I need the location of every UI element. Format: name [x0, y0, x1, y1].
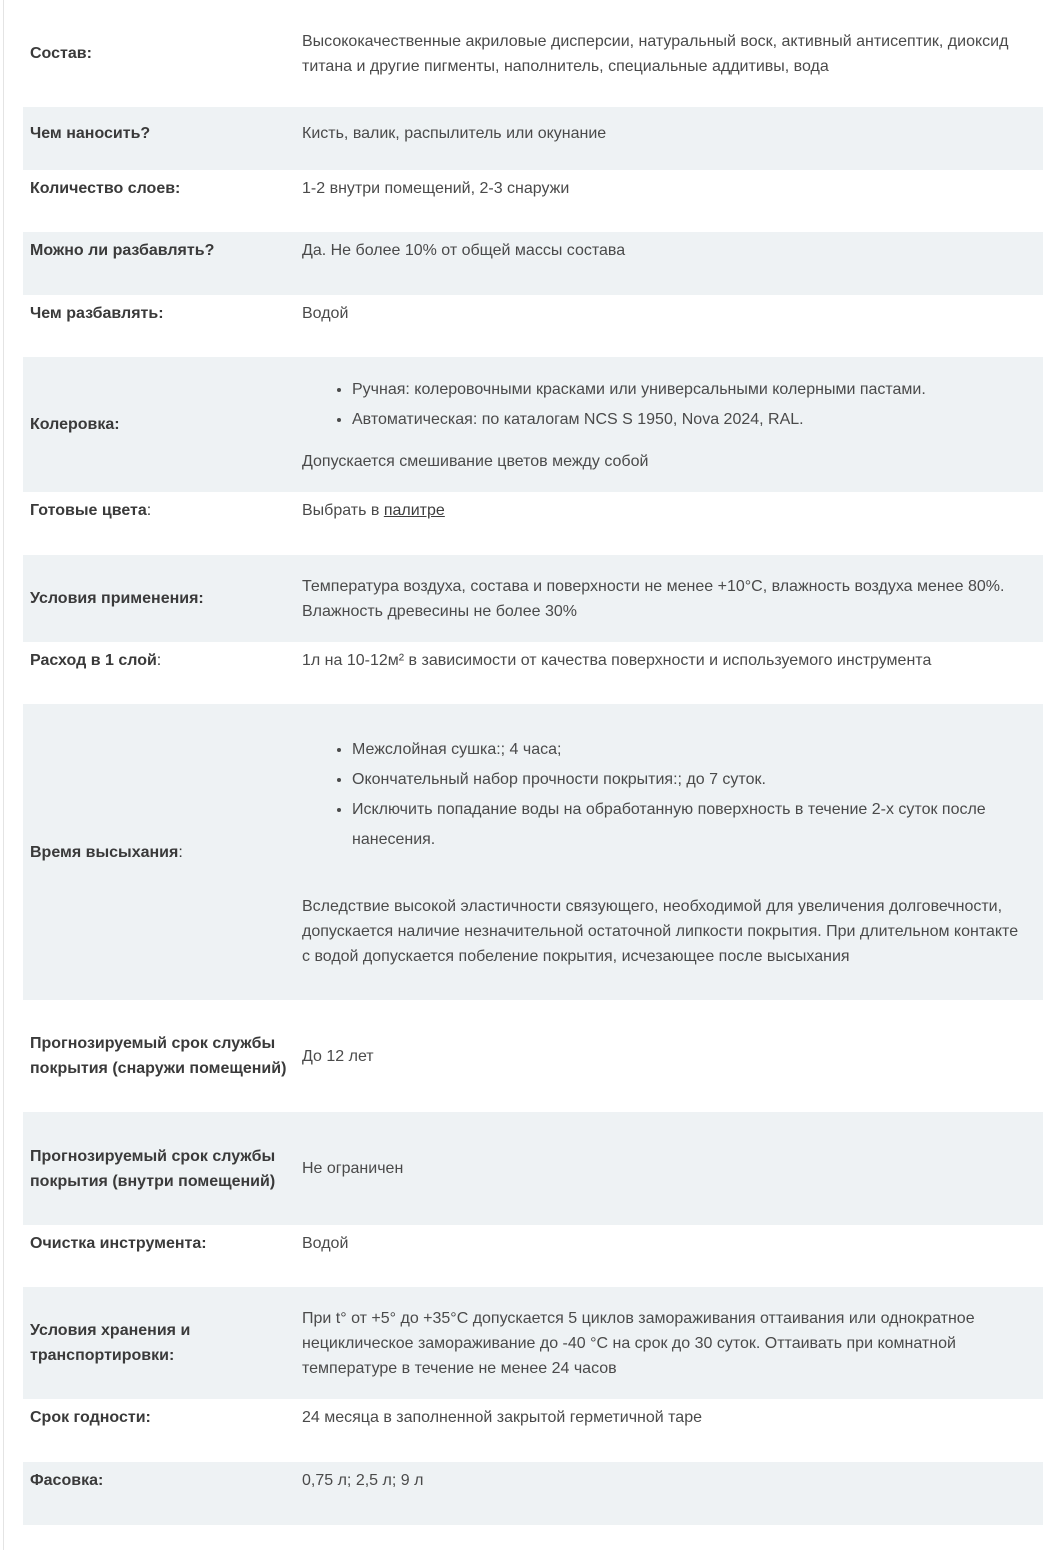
spec-label: Можно ли разбавлять?: [30, 242, 215, 259]
spec-value: 1-2 внутри помещений, 2-3 снаружи: [302, 180, 570, 197]
spec-label: Условия применения:: [30, 590, 204, 607]
spec-value: При t° от +5° до +35°C допускается 5 циклов замораживания оттаивания или однократное нециклическое замораживание до -40 °C на срок до 30 суток. Оттаивать при комнатной температуре в течение не менее 24 часов: [302, 1309, 975, 1377]
list-item: • Исключить попадание воды на обработанную поверхность в течение 2-х суток после нанесения.: [352, 795, 1027, 855]
spec-row-composition: [23, 0, 1043, 107]
spec-row-shelf-life: [23, 1399, 1043, 1462]
spec-value: [302, 375, 1043, 474]
spec-label: Количество слоев:: [30, 180, 181, 197]
spec-row-service-life-indoor: [23, 1112, 1043, 1225]
tinting-list: [302, 375, 1027, 435]
spec-label: Прогнозируемый срок службы покрытия (внутри помещений): [30, 1147, 276, 1190]
spec-row-service-life-outdoor: [23, 1000, 1043, 1112]
spec-row-application-conditions: [23, 555, 1043, 642]
spec-row-tool-cleaning: [23, 1225, 1043, 1287]
spec-label: Чем наносить?: [30, 125, 151, 142]
spec-row-dilution: [23, 232, 1043, 295]
drying-list: [302, 735, 1027, 855]
specifications-table: [23, 0, 1043, 1525]
spec-label-colon: :: [146, 502, 152, 519]
spec-label-colon: :: [156, 652, 162, 669]
spec-label: [23, 648, 302, 673]
list-item: • Межслойная сушка:; 4 часа;: [352, 735, 1027, 765]
spec-value: Водой: [302, 305, 349, 322]
spec-value-text: Выбрать в: [302, 502, 384, 519]
spec-label: Фасовка:: [30, 1472, 104, 1489]
palette-link[interactable]: палитре: [383, 502, 445, 519]
spec-row-application-method: [23, 107, 1043, 170]
spec-row-storage: [23, 1287, 1043, 1399]
spec-value: Не ограничен: [302, 1160, 404, 1177]
spec-row-layers: [23, 170, 1043, 232]
spec-value: 24 месяца в заполненной закрытой герметичной таре: [302, 1409, 702, 1426]
spec-value: [302, 498, 1043, 523]
list-item: • Автоматическая: по каталогам NCS S 1950, Nova 2024, RAL.: [352, 405, 1027, 435]
tinting-note: Допускается смешивание цветов между собой: [302, 453, 649, 470]
spec-row-tinting: [23, 357, 1043, 492]
spec-label-colon: :: [178, 843, 183, 861]
spec-row-packaging: [23, 1462, 1043, 1525]
spec-value: 1л на 10-12м² в зависимости от качества поверхности и используемого инструмента: [302, 652, 932, 669]
spec-row-drying-time: [23, 704, 1043, 1000]
left-border: [3, 0, 4, 1550]
spec-value: Да. Не более 10% от общей массы состава: [302, 242, 626, 259]
spec-value: Высококачественные акриловые дисперсии, натуральный воск, активный антисептик, диоксид титана и другие пигменты, наполнитель, специальные аддитивы, вода: [302, 32, 1009, 75]
spec-value: 0,75 л; 2,5 л; 9 л: [302, 1472, 424, 1489]
list-item: • Ручная: колеровочными красками или универсальными колерными пастами.: [352, 375, 1027, 405]
spec-value: [302, 735, 1043, 969]
spec-label-text: Готовые цвета: [30, 502, 147, 519]
spec-value: До 12 лет: [302, 1047, 374, 1065]
spec-label-text: Время высыхания: [30, 843, 179, 861]
spec-label: Срок годности:: [30, 1409, 151, 1426]
spec-value: Кисть, валик, распылитель или окунание: [302, 125, 607, 142]
spec-row-consumption: [23, 642, 1043, 704]
spec-label: Состав:: [30, 45, 92, 62]
spec-row-thinner: [23, 295, 1043, 357]
spec-label: [23, 840, 302, 865]
spec-label-text: Расход в 1 слой: [30, 652, 157, 669]
list-item: • Окончательный набор прочности покрытия:; до 7 суток.: [352, 765, 1027, 795]
spec-label: Очистка инструмента:: [30, 1235, 207, 1252]
spec-value: Температура воздуха, состава и поверхности не менее +10°C, влажность воздуха менее 80%. Влажность древесины не более 30%: [302, 577, 1005, 620]
spec-row-ready-colors: [23, 492, 1043, 555]
spec-value: Водой: [302, 1235, 349, 1252]
spec-label: Прогнозируемый срок службы покрытия (снаружи помещений): [30, 1035, 287, 1077]
spec-label: [23, 498, 302, 523]
spec-label: Колеровка:: [30, 416, 120, 433]
spec-label: Чем разбавлять:: [30, 305, 164, 322]
drying-note: Вследствие высокой эластичности связующего, необходимой для увеличения долговечности, допускается наличие незначительной остаточной липкости покрытия. При длительном контакте с водой допускается побеление покрытия, исчезающее после высыхания: [302, 898, 1019, 965]
spec-label: Условия хранения и транспортировки:: [30, 1322, 191, 1364]
